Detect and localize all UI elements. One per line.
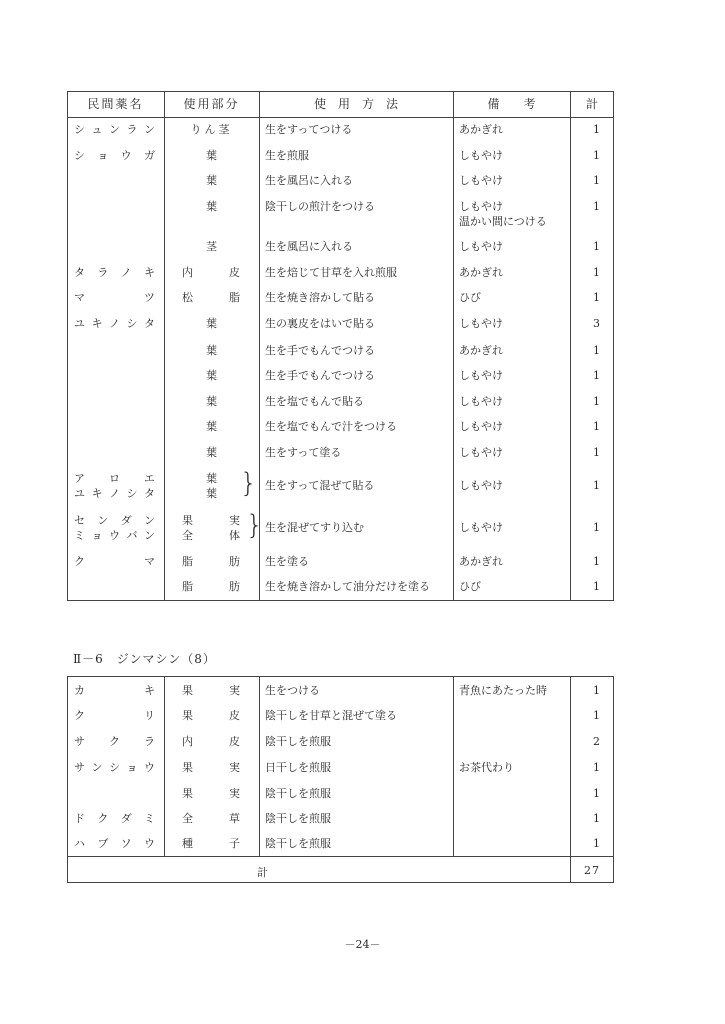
total-label: 計 (257, 866, 268, 879)
method-cell (259, 290, 453, 316)
count-cell (570, 579, 614, 599)
part-used-cell (164, 683, 259, 708)
part-used: 葉 (206, 446, 217, 459)
count-cell (570, 836, 614, 854)
remedy-name: セ ン ダ ン (74, 514, 155, 527)
remedy-name: シ ョ ウ ガ (74, 149, 155, 162)
method-text: 生を手でもんでつける (265, 369, 375, 382)
method-text: 生を焼き溶かして油分だけを塗る (265, 580, 430, 593)
table-row (67, 148, 614, 173)
table-row (67, 579, 614, 599)
count-cell (570, 343, 614, 368)
part-used: 全 体 (182, 529, 240, 542)
table-row (67, 122, 614, 148)
method-text: 陰干しの煎汁をつける (265, 200, 375, 213)
notes-text: あかぎれ (459, 555, 503, 568)
notes-text: しもやけ (459, 174, 503, 187)
count-cell (570, 734, 614, 760)
header-notes: 備 考 (487, 97, 536, 111)
count-value: 1 (593, 555, 600, 568)
notes-cell (453, 239, 570, 265)
notes-cell (453, 683, 570, 708)
notes-cell (453, 199, 570, 239)
count-cell (570, 708, 614, 734)
part-used: 葉 (206, 174, 217, 187)
part-used: 果 皮 (182, 709, 240, 722)
notes-cell (453, 445, 570, 471)
notes-text: しもやけ (459, 240, 503, 253)
notes-cell (453, 148, 570, 173)
count-cell (570, 471, 614, 513)
remedy-name: ユ キ ノ シ タ (74, 487, 155, 500)
notes-text: しもやけ (459, 317, 503, 330)
part-used-cell (164, 199, 259, 239)
remedy-name-cell (67, 554, 164, 579)
method-cell (259, 471, 453, 513)
count-cell (570, 760, 614, 786)
method-text: 陰干しを煎服 (265, 787, 331, 800)
part-used: 葉 (206, 200, 217, 213)
count-cell (570, 316, 614, 343)
method-text: 生を塗る (265, 555, 309, 568)
method-text: 生を混ぜてすり込む (265, 521, 364, 534)
method-cell (259, 708, 453, 734)
count-value: 1 (593, 344, 600, 357)
part-used: 葉 (206, 487, 217, 500)
count-value: 1 (593, 149, 600, 162)
part-used: 茎 (206, 240, 217, 253)
part-used-cell (164, 760, 259, 786)
notes-text: あかぎれ (459, 266, 503, 279)
part-used-cell (164, 811, 259, 836)
count-cell (570, 445, 614, 471)
part-used-cell (164, 343, 259, 368)
count-value: 1 (593, 521, 600, 534)
part-used-cell (164, 239, 259, 265)
method-cell (259, 343, 453, 368)
notes-text: しもやけ (459, 395, 503, 408)
count-cell (570, 148, 614, 173)
count-cell (570, 239, 614, 265)
part-used-cell (164, 579, 259, 599)
part-used: 脂 肪 (182, 580, 240, 593)
total-rule (67, 856, 614, 857)
remedy-name: タ ラ ノ キ (74, 266, 155, 279)
remedy-name-cell (67, 290, 164, 316)
part-used-cell (164, 734, 259, 760)
notes-cell (453, 316, 570, 343)
remedy-name: シ ュ ン ラ ン (74, 123, 155, 136)
table-row (67, 468, 614, 513)
count-cell (570, 513, 614, 554)
method-cell (259, 239, 453, 265)
table-header (67, 91, 614, 117)
count-value: 1 (593, 761, 600, 774)
remedy-name-cell (67, 122, 164, 148)
remedy-name-cell (67, 419, 164, 445)
notes-cell (453, 394, 570, 419)
part-used-cell (164, 786, 259, 811)
table-row (67, 394, 614, 419)
part-used-cell (164, 290, 259, 316)
count-value: 1 (593, 266, 600, 279)
method-text: 陰干しを煎服 (265, 812, 331, 825)
part-used: 葉 (206, 420, 217, 433)
notes-cell (453, 811, 570, 836)
remedy-name: サ ク ラ (74, 735, 155, 748)
notes-text: 温かい間につける (459, 215, 547, 228)
count-value: 1 (593, 200, 600, 213)
part-used-cell (164, 368, 259, 394)
count-value: 1 (593, 709, 600, 722)
part-used: 葉 (206, 317, 217, 330)
notes-cell (453, 708, 570, 734)
header-method: 使 用 方 法 (313, 97, 398, 111)
method-text: 生を焙じて甘草を入れ煎服 (265, 266, 397, 279)
part-used: 果 実 (182, 514, 240, 527)
remedy-name-cell (67, 173, 164, 199)
remedy-name-cell (67, 708, 164, 734)
method-text: 生を手でもんでつける (265, 344, 375, 357)
table-row (67, 811, 614, 836)
part-used: 葉 (206, 344, 217, 357)
table-row (67, 510, 614, 554)
count-cell (570, 811, 614, 836)
method-text: 陰干しを甘草と混ぜて塗る (265, 709, 397, 722)
part-used-cell (164, 554, 259, 579)
notes-text: あかぎれ (459, 344, 503, 357)
method-text: 生を焼き溶かして貼る (265, 291, 375, 304)
header-remedy-name: 民間薬名 (87, 97, 144, 111)
method-cell (259, 316, 453, 343)
part-used-cell (164, 148, 259, 173)
notes-cell (453, 419, 570, 445)
method-cell (259, 368, 453, 394)
remedy-name: ハ ブ ソ ウ (74, 837, 155, 850)
notes-text: しもやけ (459, 369, 503, 382)
notes-cell (453, 290, 570, 316)
table-row (67, 290, 614, 316)
part-used: 葉 (206, 472, 217, 485)
method-text: 生をすって塗る (265, 446, 342, 459)
header-count: 計 (585, 97, 598, 111)
part-used: 葉 (206, 395, 217, 408)
notes-cell (453, 554, 570, 579)
notes-text: ひび (459, 291, 481, 304)
remedy-name-cell (67, 734, 164, 760)
part-used-cell (164, 316, 259, 343)
count-value: 1 (593, 580, 600, 593)
method-cell (259, 265, 453, 290)
method-cell (259, 419, 453, 445)
method-cell (259, 122, 453, 148)
method-cell (259, 836, 453, 854)
method-cell (259, 579, 453, 599)
notes-cell (453, 760, 570, 786)
count-value: 1 (593, 123, 600, 136)
table-row (67, 786, 614, 811)
count-cell (570, 786, 614, 811)
notes-text: しもやけ (459, 149, 503, 162)
remedy-name-cell (67, 811, 164, 836)
method-cell (259, 513, 453, 554)
table-row (67, 836, 614, 854)
part-used: 葉 (206, 149, 217, 162)
count-value: 1 (593, 420, 600, 433)
remedy-name: マ ツ (74, 291, 155, 304)
count-cell (570, 394, 614, 419)
part-used: りん茎 (190, 123, 233, 136)
count-value: 1 (593, 446, 600, 459)
table-row (67, 734, 614, 760)
part-used: 内 皮 (182, 735, 240, 748)
part-used-cell (164, 394, 259, 419)
table-row (67, 265, 614, 290)
table-row (67, 708, 614, 734)
grouping-brace: } (240, 468, 258, 499)
remedy-name-cell (67, 199, 164, 239)
count-value: 1 (593, 837, 600, 850)
notes-cell (453, 836, 570, 854)
method-cell (259, 148, 453, 173)
method-text: 生をすってつける (265, 123, 353, 136)
part-used: 全 草 (182, 812, 240, 825)
remedy-name-cell (67, 239, 164, 265)
method-text: 生を塩でもんで汁をつける (265, 420, 397, 433)
count-cell (570, 554, 614, 579)
notes-cell (453, 513, 570, 554)
part-used: 松 脂 (182, 291, 240, 304)
notes-text: しもやけ (459, 446, 503, 459)
part-used-cell (164, 173, 259, 199)
table-row (67, 683, 614, 708)
count-value: 1 (593, 684, 600, 697)
notes-cell (453, 786, 570, 811)
remedy-name: カ キ (74, 684, 155, 697)
total-value: 27 (584, 864, 600, 877)
count-value: 1 (593, 174, 600, 187)
remedy-name-cell (67, 471, 164, 513)
method-cell (259, 734, 453, 760)
method-cell (259, 394, 453, 419)
count-cell (570, 419, 614, 445)
count-cell (570, 265, 614, 290)
method-text: 生を風呂に入れる (265, 240, 353, 253)
count-cell (570, 683, 614, 708)
count-value: 1 (593, 812, 600, 825)
part-used-cell (164, 510, 264, 554)
remedy-name-cell (67, 445, 164, 471)
notes-text: お茶代わり (459, 761, 514, 774)
notes-cell (453, 471, 570, 513)
table-row (67, 419, 614, 445)
notes-cell (453, 579, 570, 599)
part-used: 果 実 (182, 761, 240, 774)
part-used: 内 皮 (182, 266, 240, 279)
remedy-name: ユ キ ノ シ タ (74, 317, 155, 330)
method-cell (259, 760, 453, 786)
remedy-name-cell (67, 343, 164, 368)
part-used-cell (164, 708, 259, 734)
method-cell (259, 173, 453, 199)
part-used: 果 実 (182, 787, 240, 800)
notes-cell (453, 368, 570, 394)
remedy-name-cell (67, 760, 164, 786)
count-value: 1 (593, 787, 600, 800)
table-row (67, 316, 614, 343)
grouping-brace: } (246, 510, 264, 541)
table-row (67, 199, 614, 239)
method-text: 生を風呂に入れる (265, 174, 353, 187)
notes-text: しもやけ (459, 200, 503, 213)
notes-text: しもやけ (459, 479, 503, 492)
method-cell (259, 786, 453, 811)
notes-text: ひび (459, 580, 481, 593)
remedy-name-cell (67, 148, 164, 173)
count-value: 2 (593, 735, 600, 748)
method-text: 陰干しを煎服 (265, 837, 331, 850)
table-row (67, 343, 614, 368)
notes-cell (453, 173, 570, 199)
notes-text: しもやけ (459, 521, 503, 534)
part-used: 果 実 (182, 684, 240, 697)
remedy-name: ド ク ダ ミ (74, 812, 155, 825)
remedy-name-cell (67, 579, 164, 599)
count-cell (570, 173, 614, 199)
count-value: 1 (593, 369, 600, 382)
count-value: 1 (593, 291, 600, 304)
count-cell (570, 290, 614, 316)
part-used: 種 子 (182, 837, 240, 850)
remedy-name-cell (67, 513, 164, 554)
page-number: －24－ (344, 938, 381, 951)
remedy-name-cell (67, 786, 164, 811)
method-cell (259, 683, 453, 708)
count-cell (570, 368, 614, 394)
table-row (67, 368, 614, 394)
remedy-name-cell (67, 683, 164, 708)
method-text: 日干しを煎服 (265, 761, 331, 774)
notes-cell (453, 122, 570, 148)
part-used-cell (164, 265, 259, 290)
remedy-name: サ ン シ ョ ウ (74, 761, 155, 774)
part-used-cell (164, 122, 259, 148)
section-title: Ⅱ－6 ジンマシン（8） (73, 652, 216, 666)
method-text: 生の裏皮をはいで貼る (265, 317, 375, 330)
method-text: 生をつける (265, 684, 320, 697)
part-used-cell (164, 468, 259, 513)
part-used-cell (164, 836, 259, 854)
count-value: 1 (593, 479, 600, 492)
method-cell (259, 811, 453, 836)
count-value: 3 (593, 317, 600, 330)
method-cell (259, 445, 453, 471)
remedy-name-cell (67, 394, 164, 419)
remedy-name-cell (67, 368, 164, 394)
notes-cell (453, 265, 570, 290)
table-row (67, 173, 614, 199)
count-value: 1 (593, 395, 600, 408)
method-text: 生を塩でもんで貼る (265, 395, 364, 408)
notes-text: あかぎれ (459, 123, 503, 136)
notes-cell (453, 734, 570, 760)
remedy-name-cell (67, 836, 164, 854)
remedy-name-cell (67, 316, 164, 343)
method-text: 陰干しを煎服 (265, 735, 331, 748)
table-row (67, 554, 614, 579)
remedy-name: ク マ (74, 555, 155, 568)
table-row (67, 445, 614, 471)
table-row (67, 239, 614, 265)
remedy-name-cell (67, 265, 164, 290)
notes-cell (453, 343, 570, 368)
method-cell (259, 199, 453, 239)
method-text: 生をすって混ぜて貼る (265, 479, 375, 492)
count-value: 1 (593, 240, 600, 253)
table-row (67, 760, 614, 786)
part-used: 脂 肪 (182, 555, 240, 568)
count-cell (570, 199, 614, 239)
header-rule (67, 117, 614, 118)
notes-text: しもやけ (459, 420, 503, 433)
remedy-name: ク リ (74, 709, 155, 722)
part-used-cell (164, 419, 259, 445)
header-part-used: 使用部分 (183, 97, 240, 111)
remedy-name: ミ ョ ウ バ ン (74, 529, 155, 542)
count-cell (570, 122, 614, 148)
notes-text: 青魚にあたった時 (459, 684, 547, 697)
part-used: 葉 (206, 369, 217, 382)
method-cell (259, 554, 453, 579)
method-text: 生を煎服 (265, 149, 309, 162)
remedy-name: ア ロ エ (74, 472, 155, 485)
